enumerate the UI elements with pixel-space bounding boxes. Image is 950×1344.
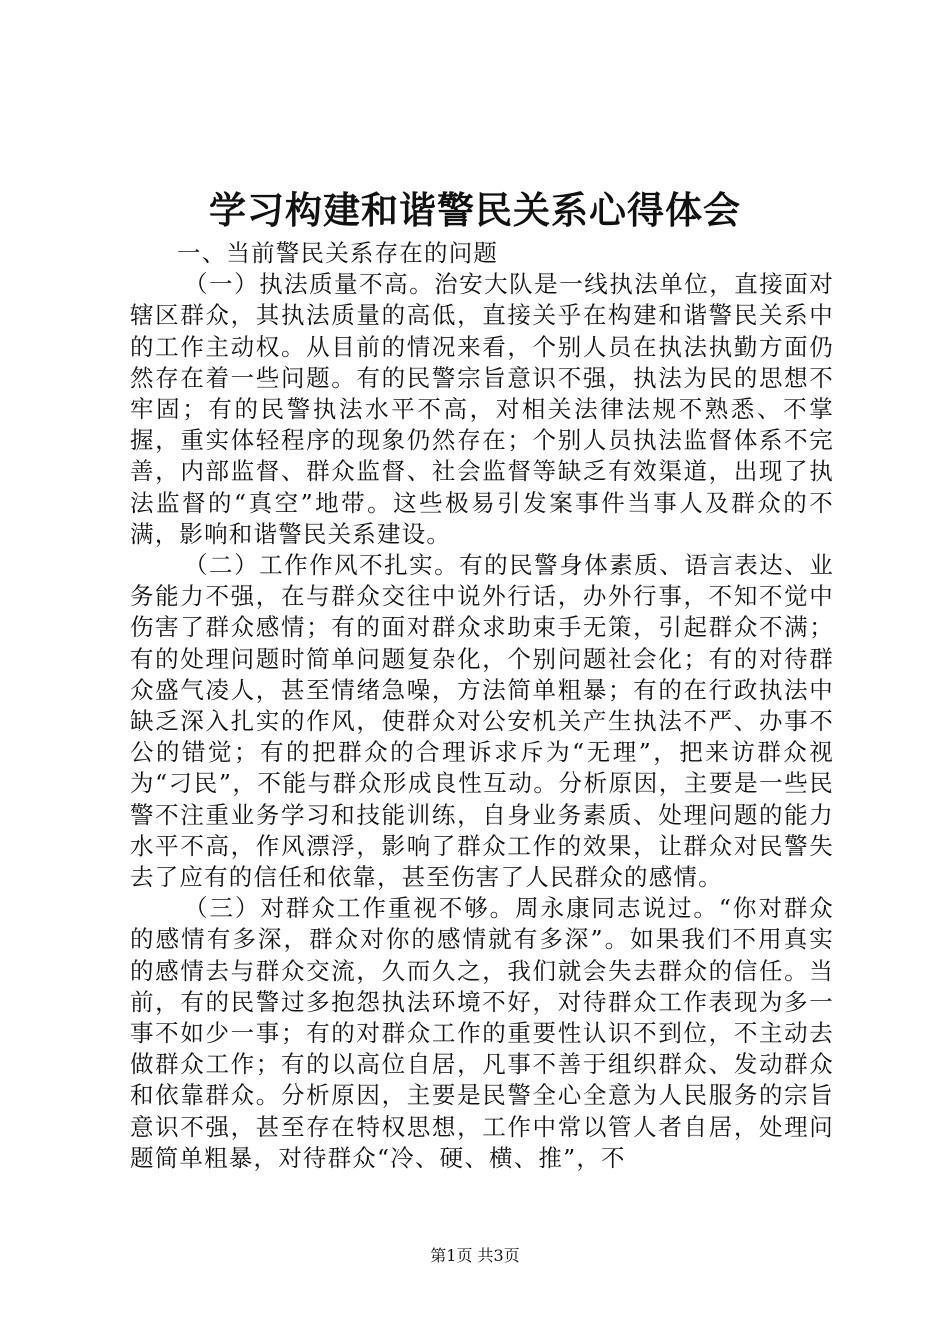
document-body xyxy=(130,238,834,1174)
document-title: 学习构建和谐警民关系心得体会 xyxy=(209,188,741,232)
paragraph-1: （一）执法质量不高。治安大队是一线执法单位，直接面对辖区群众，其执法质量的高低，直接关乎在构建和谐警民关系中的工作主动权。从目前的情况来看，个别人员在执法执勤方面仍然存在着一些问题。有的民警宗旨意识不强，执法为民的思想不牢固；有的民警执法水平不高，对相关法律法规不熟悉、不掌握，重实体轻程序的现象仍然存在；个别人员执法监督体系不完善，内部监督、群众监督、社会监督等缺乏有效渠道，出现了执法监督的“真空”地带。这些极易引发案事件当事人及群众的不满，影响和谐警民关系建设。 xyxy=(130,270,834,548)
paragraph-3: （三）对群众工作重视不够。周永康同志说过。“你对群众的感情有多深，群众对你的感情就有多深”。如果我们不用真实的感情去与群众交流，久而久之，我们就会失去群众的信任。当前，有的民警过多抱怨执法环境不好，对待群众工作表现为多一事不如少一事；有的对群众工作的重要性认识不到位，不主动去做群众工作；有的以高位自居，凡事不善于组织群众、发动群众和依靠群众。分析原因，主要是民警全心全意为人民服务的宗旨意识不强，甚至存在特权思想，工作中常以管人者自居，处理问题简单粗暴，对待群众“冷、硬、横、推”，不 xyxy=(130,894,834,1172)
paragraph-2: （二）工作作风不扎实。有的民警身体素质、语言表达、业务能力不强，在与群众交往中说外行话，办外行事，不知不觉中伤害了群众感情；有的面对群众求助束手无策，引起群众不满；有的处理问题时简单问题复杂化，个别问题社会化；有的对待群众盛气凌人，甚至情绪急噪，方法简单粗暴；有的在行政执法中缺乏深入扎实的作风，使群众对公安机关产生执法不严、办事不公的错觉；有的把群众的合理诉求斥为“无理”，把来访群众视为“刁民”，不能与群众形成良性互动。分析原因，主要是一些民警不注重业务学习和技能训练，自身业务素质、处理问题的能力水平不高，作风漂浮，影响了群众工作的效果，让群众对民警失去了应有的信任和依靠，甚至伤害了人民群众的感情。 xyxy=(130,551,834,892)
section-heading: 一、当前警民关系存在的问题 xyxy=(177,239,499,267)
page-footer: 第1页 共3页 xyxy=(430,1246,520,1265)
